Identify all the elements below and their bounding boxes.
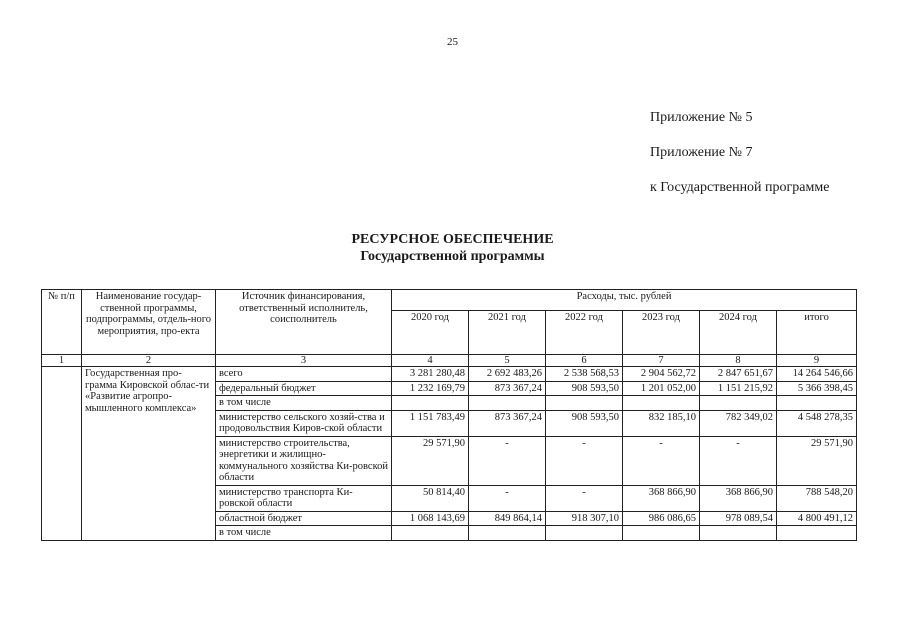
column-number: 9	[777, 355, 857, 367]
column-number: 5	[469, 355, 546, 367]
value-cell: 368 866,90	[623, 485, 700, 511]
value-cell	[469, 396, 546, 411]
value-cell: 1 151 215,92	[700, 381, 777, 396]
value-cell: 2 847 651,67	[700, 367, 777, 382]
value-cell: 1 068 143,69	[392, 511, 469, 526]
value-cell	[469, 526, 546, 541]
column-number: 8	[700, 355, 777, 367]
header-num: № п/п	[42, 290, 82, 355]
value-cell: 29 571,90	[392, 436, 469, 485]
resource-table	[41, 289, 857, 541]
column-number: 7	[623, 355, 700, 367]
value-cell: -	[469, 436, 546, 485]
value-cell: 1 151 783,49	[392, 410, 469, 436]
header-total: итого	[777, 311, 857, 355]
total-cell	[777, 526, 857, 541]
column-number: 3	[216, 355, 392, 367]
value-cell: -	[546, 436, 623, 485]
header-name: Наименование государ-ственной программы, подпрограммы, отдель-ного мероприятия, про-екта	[82, 290, 216, 355]
value-cell	[392, 396, 469, 411]
total-cell	[777, 396, 857, 411]
column-number: 4	[392, 355, 469, 367]
program-name-cell: Государственная про-грамма Кировской облас-ти «Развитие агропро-мышленного комплекса»	[82, 367, 216, 541]
title-line-2: Государственной программы	[360, 249, 545, 264]
value-cell: -	[623, 436, 700, 485]
source-cell: министерство сельского хозяй-ства и продовольствия Киров-ской области	[216, 410, 392, 436]
value-cell: 986 086,65	[623, 511, 700, 526]
header-year: 2023 год	[623, 311, 700, 355]
source-cell: в том числе	[216, 526, 392, 541]
value-cell	[546, 526, 623, 541]
value-cell: 849 864,14	[469, 511, 546, 526]
value-cell: -	[546, 485, 623, 511]
value-cell: 908 593,50	[546, 381, 623, 396]
value-cell: -	[469, 485, 546, 511]
value-cell: 3 281 280,48	[392, 367, 469, 382]
page-number: 25	[447, 36, 458, 48]
value-cell	[623, 396, 700, 411]
source-cell: всего	[216, 367, 392, 382]
value-cell: 368 866,90	[700, 485, 777, 511]
total-cell: 5 366 398,45	[777, 381, 857, 396]
value-cell	[546, 396, 623, 411]
header-source: Источник финансирования, ответственный исполнитель, соисполнитель	[216, 290, 392, 355]
source-cell: федеральный бюджет	[216, 381, 392, 396]
source-cell: в том числе	[216, 396, 392, 411]
appendix-line-3: к Государственной программе	[650, 180, 830, 195]
row-number-cell	[42, 367, 82, 541]
value-cell: -	[700, 436, 777, 485]
total-cell: 4 800 491,12	[777, 511, 857, 526]
total-cell: 29 571,90	[777, 436, 857, 485]
header-row-1	[42, 290, 857, 311]
value-cell: 908 593,50	[546, 410, 623, 436]
table-row	[42, 367, 857, 382]
header-year: 2022 год	[546, 311, 623, 355]
value-cell: 873 367,24	[469, 410, 546, 436]
source-cell: министерство строительства, энергетики и жилищно-коммунального хозяйства Ки-ровской области	[216, 436, 392, 485]
column-number: 1	[42, 355, 82, 367]
total-cell: 4 548 278,35	[777, 410, 857, 436]
column-number-row	[42, 355, 857, 367]
source-cell: областной бюджет	[216, 511, 392, 526]
value-cell: 50 814,40	[392, 485, 469, 511]
total-cell: 14 264 546,66	[777, 367, 857, 382]
value-cell: 2 538 568,53	[546, 367, 623, 382]
header-year: 2021 год	[469, 311, 546, 355]
value-cell	[623, 526, 700, 541]
source-cell: министерство транспорта Ки-ровской области	[216, 485, 392, 511]
value-cell: 2 904 562,72	[623, 367, 700, 382]
total-cell: 788 548,20	[777, 485, 857, 511]
appendix-line-2: Приложение № 7	[650, 145, 753, 160]
header-year: 2024 год	[700, 311, 777, 355]
document-title	[0, 231, 905, 265]
value-cell	[700, 396, 777, 411]
value-cell: 782 349,02	[700, 410, 777, 436]
title-line-1: РЕСУРСНОЕ ОБЕСПЕЧЕНИЕ	[351, 232, 554, 247]
value-cell: 832 185,10	[623, 410, 700, 436]
value-cell: 1 232 169,79	[392, 381, 469, 396]
column-number: 2	[82, 355, 216, 367]
header-year: 2020 год	[392, 311, 469, 355]
value-cell: 978 089,54	[700, 511, 777, 526]
column-number: 6	[546, 355, 623, 367]
value-cell: 1 201 052,00	[623, 381, 700, 396]
value-cell	[700, 526, 777, 541]
value-cell	[392, 526, 469, 541]
appendix-line-1: Приложение № 5	[650, 110, 753, 125]
value-cell: 918 307,10	[546, 511, 623, 526]
value-cell: 873 367,24	[469, 381, 546, 396]
header-expenses: Расходы, тыс. рублей	[392, 290, 857, 311]
value-cell: 2 692 483,26	[469, 367, 546, 382]
